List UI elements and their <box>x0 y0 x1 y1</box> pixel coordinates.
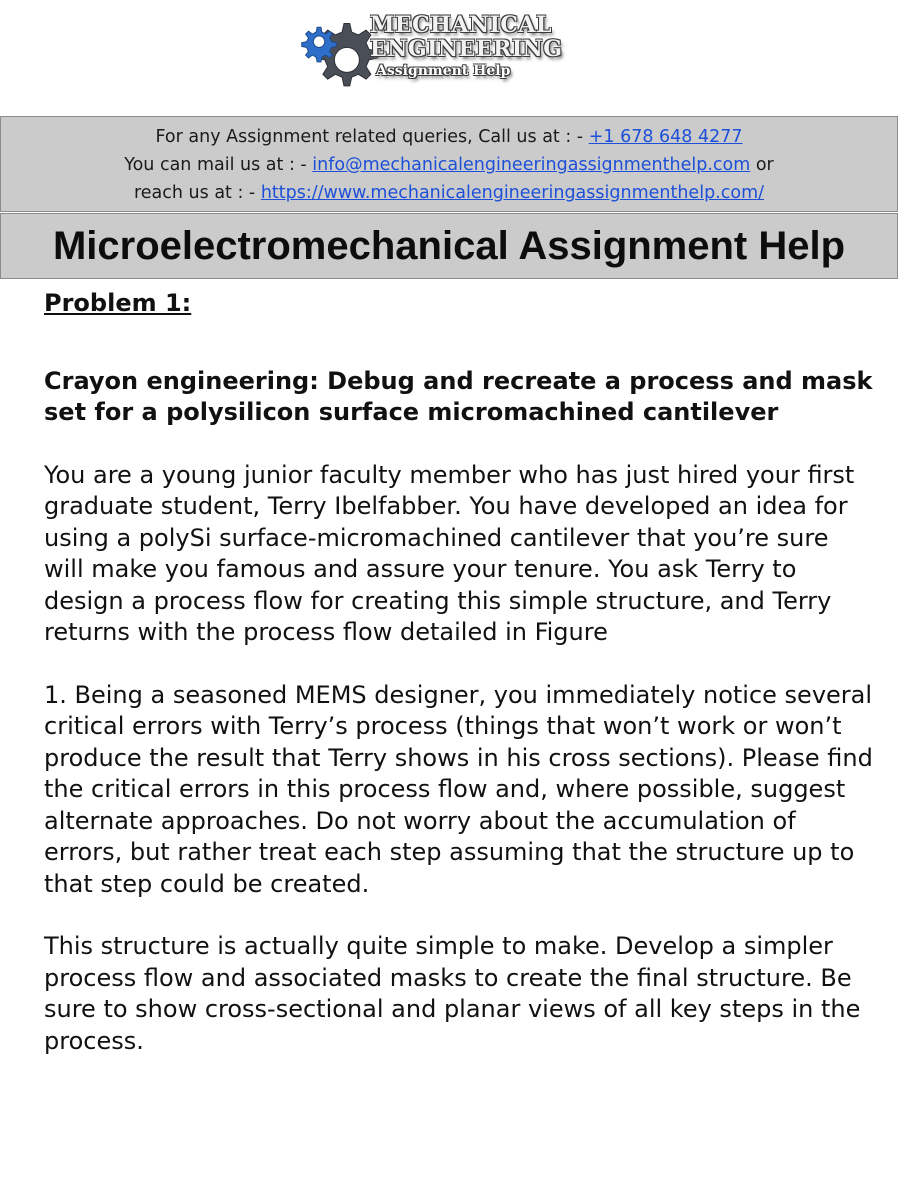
problem-paragraph-3: This structure is actually quite simple to make. Develop a simpler process flow and associated masks to create the final structure. Be sure to show cross-sectional and planar views of all key steps in the process. <box>44 932 861 1055</box>
contact-call-line <box>1 123 897 151</box>
contact-mail-line <box>1 151 897 179</box>
problem-heading: Crayon engineering: Debug and recreate a process and mask set for a polysilicon surface micromachined cantilever <box>44 366 873 426</box>
email-link[interactable]: info@mechanicalengineeringassignmenthelp.com <box>312 155 751 175</box>
contact-info-box <box>0 116 898 212</box>
mail-prefix: You can mail us at : - <box>124 155 313 175</box>
page-title: Microelectromechanical Assignment Help <box>52 224 846 268</box>
problem-content <box>44 288 874 1057</box>
website-link[interactable]: https://www.mechanicalengineeringassignmenthelp.com/ <box>260 183 765 203</box>
problem-paragraph-1: You are a young junior faculty member who has just hired your first graduate student, Terry Ibelfabber. You have developed an idea for using a polySi surface-micromachined cantilever that you’re sure will make you famous and assure your tenure. You ask Terry to design a process flow for creating this simple structure, and Terry returns with the process flow detailed in Figure <box>44 460 855 646</box>
logo-line-mechanical: MECHANICAL <box>370 12 552 38</box>
phone-link[interactable]: +1 678 648 4277 <box>588 127 743 147</box>
call-prefix: For any Assignment related queries, Call us at : - <box>155 127 589 147</box>
reach-prefix: reach us at : - <box>133 183 261 203</box>
title-banner <box>0 213 898 279</box>
logo-wordmark <box>370 12 563 79</box>
company-logo <box>296 4 563 108</box>
logo-line-assignment-help: Assignment Help <box>376 63 511 79</box>
contact-website-line <box>1 179 897 207</box>
problem-label: Problem 1: <box>44 289 192 317</box>
logo-line-engineering: ENGINEERING <box>370 36 563 62</box>
problem-paragraph-2: 1. Being a seasoned MEMS designer, you immediately notice several critical errors with Terry’s process (things that won’t work or won’t produce the result that Terry shows in his cross sections). Please find the critical errors in this process flow and, where possible, suggest alternate approaches. Do not worry about the accumulation of errors, but rather treat each step assuming that the structure up to that step could be created. <box>44 680 873 898</box>
mail-suffix: or <box>750 155 774 175</box>
